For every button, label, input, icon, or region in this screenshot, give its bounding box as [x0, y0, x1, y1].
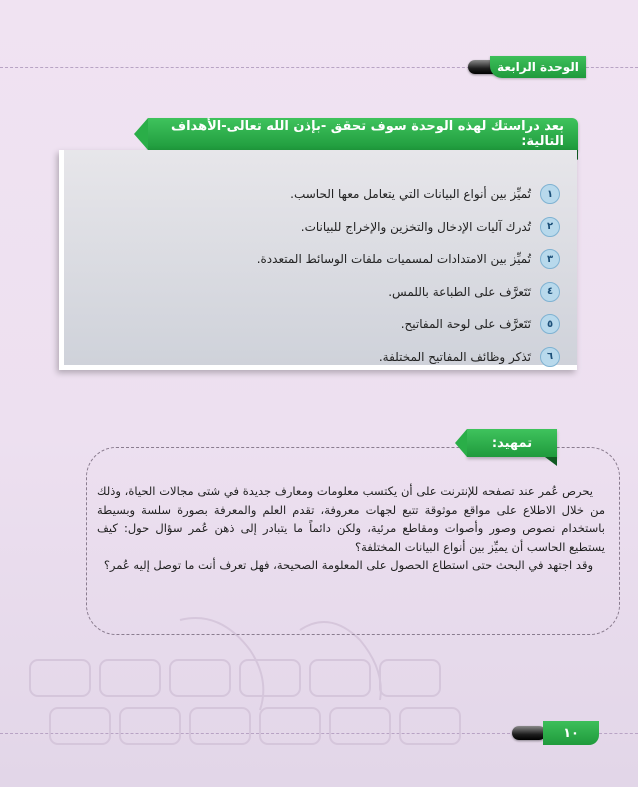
bottom-dotted-line	[0, 733, 510, 734]
intro-heading: تمهيد:	[467, 429, 557, 457]
bottom-dotted-line-right	[599, 733, 638, 734]
objective-text: تَذكر وظائف المفاتيح المختلفة.	[378, 349, 531, 364]
objectives-box	[59, 150, 577, 370]
objective-item	[64, 341, 577, 374]
intro-paragraph: وقد اجتهد في البحث حتى استطاع الحصول على المعلومة الصحيحة، فهل تعرف أنت ما توصل إليه عُمر؟	[103, 558, 593, 572]
objective-text: تَتَعرَّف على لوحة المفاتيح.	[400, 317, 531, 332]
intro-paragraph: يحرص عُمر عند تصفحه للإنترنت على أن يكتسب معلومات ومعارف جديدة في شتى مجالات الحياة، وذلك من خلال الاطلاع على مواقع موثوقة تتبع لجهات معروفة، تقدم العلم والمعرفة بصورة سلسة وبسيطة باستخدام نصوص وصور وأصوات ومقاطع مرئية، ولكن دائماً ما يتبادر إلى ذهن عُمر سؤال حول: كيف يستطيع الحاسب أن يميِّز بين أنواع البيانات المختلفة؟	[97, 484, 605, 554]
objectives-heading: بعد دراستك لهذه الوحدة سوف تحقق -بإذن الله تعالى-الأهداف التالية:	[148, 118, 578, 150]
objective-number: ١	[540, 184, 560, 204]
objective-item	[64, 308, 577, 341]
top-dotted-line	[0, 67, 490, 68]
objective-text: تُميِّز بين أنواع البيانات التي يتعامل معها الحاسب.	[290, 187, 531, 202]
objective-text: تَتَعرَّف على الطباعة باللمس.	[388, 284, 531, 299]
top-dotted-line-right	[586, 67, 638, 68]
page-number: ١٠	[543, 721, 599, 745]
objective-item	[64, 243, 577, 276]
page-number-knob	[512, 726, 546, 740]
objective-text: تُدرك آليات الإدخال والتخزين والإخراج للبيانات.	[300, 219, 531, 234]
unit-title: الوحدة الرابعة	[490, 56, 586, 78]
objective-text: تُميِّز بين الامتدادات لمسميات ملفات الوسائط المتعددة.	[256, 252, 531, 267]
objective-number: ٢	[540, 217, 560, 237]
intro-heading-fold	[545, 457, 557, 466]
objective-item	[64, 178, 577, 211]
intro-box	[86, 447, 620, 635]
objective-number: ٤	[540, 282, 560, 302]
objective-number: ٥	[540, 314, 560, 334]
objective-number: ٦	[540, 347, 560, 367]
objective-number: ٣	[540, 249, 560, 269]
objective-item	[64, 211, 577, 244]
objective-item	[64, 276, 577, 309]
objectives-list	[64, 150, 577, 373]
